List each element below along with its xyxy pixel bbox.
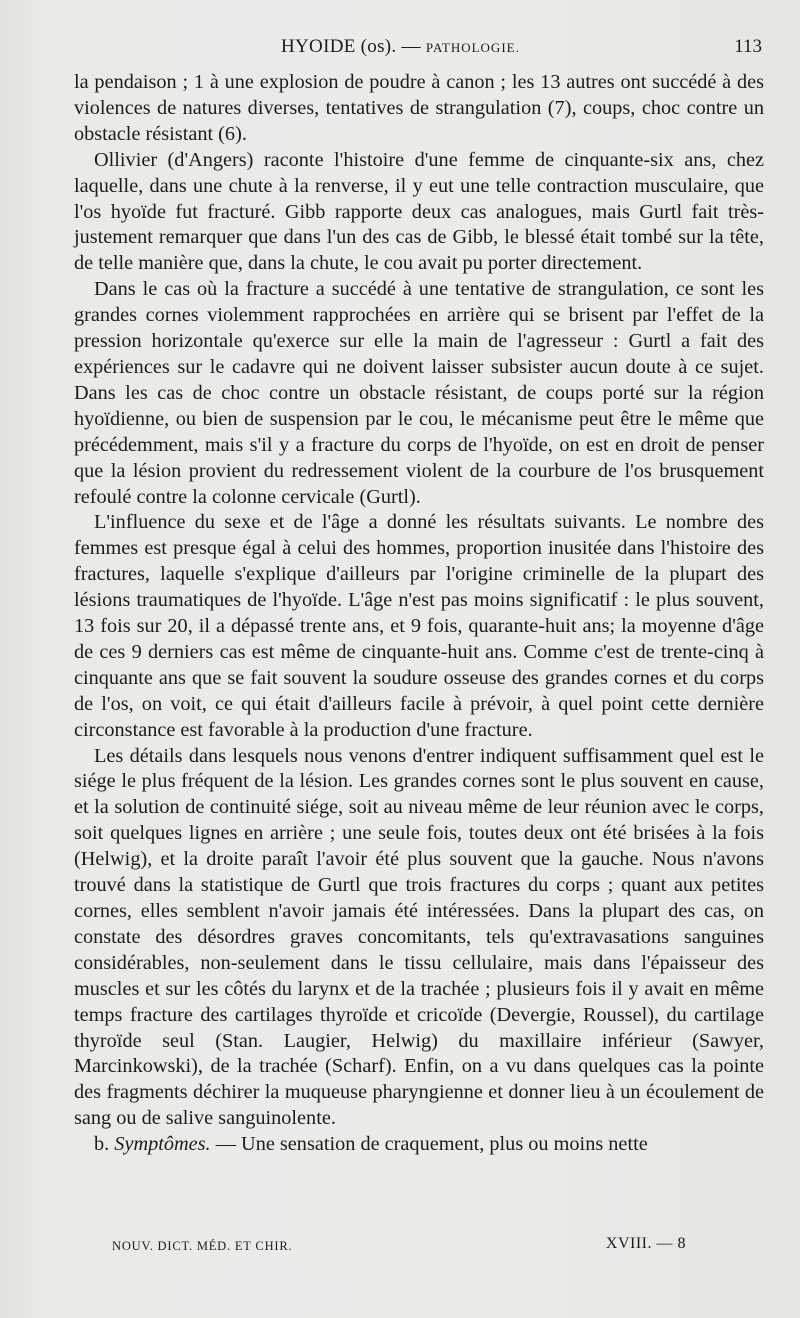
body-text bbox=[74, 70, 764, 1158]
paragraph-strangulation: Dans le cas où la fracture a succédé à une tentative de strangulation, ce sont les grandes cornes violemment rapprochées en arrière qui se brisent par l'effet de la pression horizontale qu'exerce sur elle la main de l'agresseur : Gurtl a fait des expériences sur le cadavre qui ne doivent laisser subsister aucun doute à ce sujet. Dans les cas de choc contre un obstacle résistant, de coups porté sur la région hyoïdienne, ou bien de suspension par le cou, le mécanisme peut être le même que précédemment, mais s'il y a fracture du corps de l'hyoïde, on est en droit de penser que la lésion provient du redressement violent de la courbure de l'os brusquement refoulé contre la colonne cervicale (Gurtl). bbox=[74, 278, 764, 508]
paragraph-continuation: la pendaison ; 1 à une explosion de poudre à canon ; les 13 autres ont succédé à des violences de natures diverses, tentatives de strangulation (7), coups, choc contre un obstacle résistant (6). bbox=[74, 71, 764, 145]
running-title-main: HYOIDE (os). bbox=[281, 36, 397, 57]
signature-right: XVIII. — 8 bbox=[605, 1235, 686, 1252]
paragraph-sexe-age: L'influence du sexe et de l'âge a donné les résultats suivants. Le nombre des femmes est presque égal à celui des hommes, proportion inusitée dans l'histoire des fractures, laquelle s'explique d'ailleurs par l'origine criminelle de la plupart des lésions traumatiques de l'hyoïde. L'âge n'est pas moins significatif : le plus souvent, 13 fois sur 20, il a dépassé trente ans, et 9 fois, quarante-huit ans; la moyenne d'âge de ces 9 derniers cas est même de cinquante-huit ans. Comme c'est de trente-cinq à cinquante ans que se fait souvent la soudure osseuse des grandes cornes et du corps de l'os, on voit, ce qui était d'ailleurs facile à prévoir, à quel point cette dernière circonstance est favorable à la production d'une fracture. bbox=[74, 511, 764, 741]
running-title-section: PATHOLOGIE. bbox=[425, 40, 520, 55]
running-title-dash: — bbox=[401, 36, 421, 57]
signature-left: NOUV. DICT. MÉD. ET CHIR. bbox=[112, 1239, 293, 1253]
running-title bbox=[281, 34, 520, 61]
section-text: — Une sensation de craquement, plus ou moins nette bbox=[215, 1133, 648, 1156]
paragraph-siege: Les détails dans lesquels nous venons d'entrer indiquent suffisamment quel est le siége le plus fréquent de la lésion. Les grandes cornes sont le plus souvent en cause, et la solution de continuité siége, soit au niveau même de leur réunion avec le corps, soit quelques lignes en arrière ; une seule fois, toutes deux ont été brisées à la fois (Helwig), et la droite paraît l'avoir été plus souvent que la gauche. Nous n'avons trouvé dans la statistique de Gurtl que trois fractures du corps ; quant aux petites cornes, elles semblent n'avoir jamais été intéressées. Dans la plupart des cas, on constate des désordres graves concomitants, tels qu'extravasations sanguines considérables, non-seulement dans le tissu cellulaire, mais dans l'épaisseur des muscles et sur les côtés du larynx et de la trachée ; plusieurs fois il y avait en même temps fracture des cartilages thyroïde et cricoïde (Devergie, Roussel), du cartilage thyroïde seul (Stan. Laugier, Helwig) du maxillaire inférieur (Sawyer, Marcinkowski), de la trachée (Scharf). Enfin, on a vu dans quelques cas la pointe des fragments déchirer la muqueuse pharyngienne et donner lieu à un écoulement de sang ou de salive sanguinolente. bbox=[74, 744, 764, 1130]
section-label: b. bbox=[94, 1133, 110, 1156]
paragraph-ollivier: Ollivier (d'Angers) raconte l'histoire d'une femme de cinquante-six ans, chez laquelle, dans une chute à la renverse, il y eut une telle contraction musculaire, que l'os hyoïde fut fracturé. Gibb rapporte deux cas analogues, mais Gurtl fait très-justement remarquer que dans l'un des cas de Gibb, le blessé était tombé sur la tête, de telle manière que, dans la chute, le cou avait pu porter directement. bbox=[74, 148, 764, 275]
page-number: 113 bbox=[734, 36, 762, 57]
section-heading: Symptômes. bbox=[114, 1133, 211, 1156]
paragraph-symptomes bbox=[74, 1132, 764, 1158]
running-header bbox=[74, 34, 764, 70]
page-footer bbox=[112, 1235, 760, 1259]
